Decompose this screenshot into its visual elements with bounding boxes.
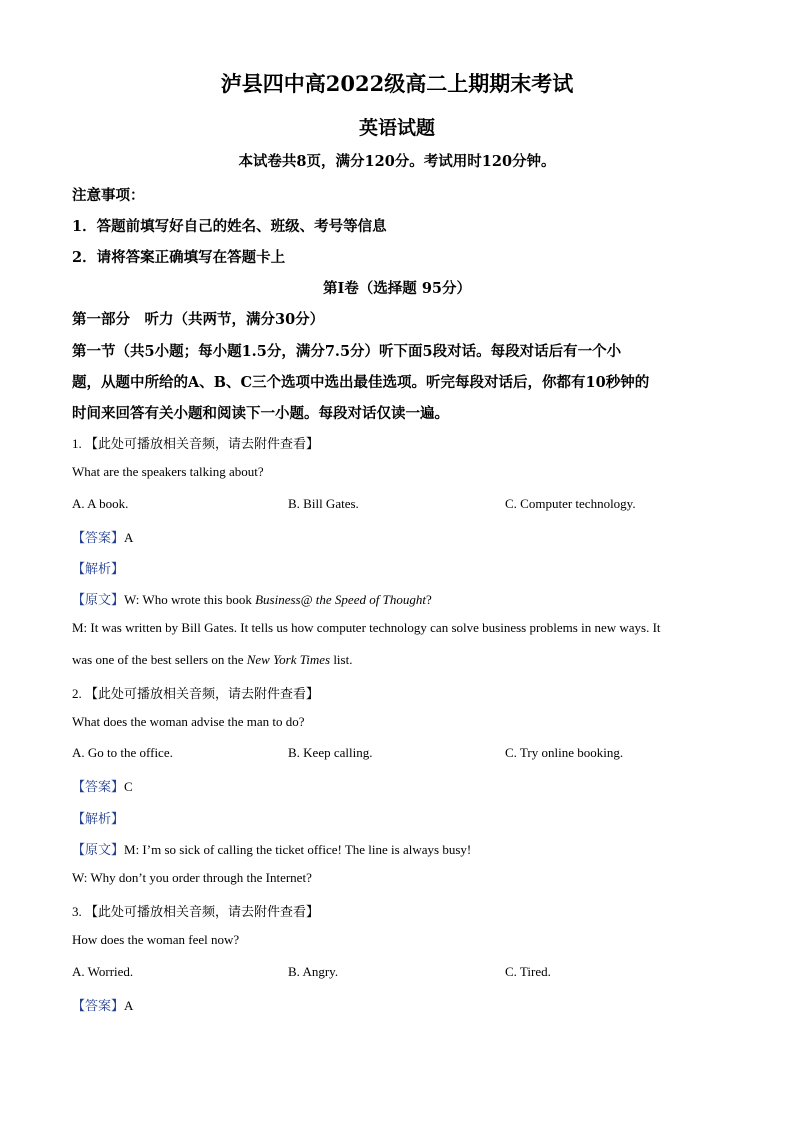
transcript-line: W: Why don’t you order through the Internet? (72, 870, 312, 885)
analysis-label: 【解析】 (72, 561, 125, 576)
answer-value: C (124, 779, 133, 794)
answer-row (72, 527, 133, 546)
audio-note[interactable]: 2. 【此处可播放相关音频，请去附件查看】 (72, 686, 320, 701)
option-a: A. A book. (72, 496, 129, 511)
audio-note[interactable]: 3. 【此处可播放相关音频，请去附件查看】 (72, 904, 320, 919)
question-prompt: How does the woman feel now? (72, 932, 240, 947)
instruction-line: 时间来回答有关小题和阅读下一小题。每段对话仅读一遍。 (72, 405, 449, 422)
audio-note[interactable]: 1. 【此处可播放相关音频，请去附件查看】 (72, 436, 320, 451)
option-c: C. Try online booking. (505, 745, 624, 760)
option-b: B. Angry. (288, 964, 339, 979)
page-title: 泸县四中高2022级高二上期期末考试 (220, 71, 574, 96)
option-b: B. Bill Gates. (288, 496, 359, 511)
question-prompt: What does the woman advise the man to do? (72, 714, 305, 729)
answer-label: 【答案】 (72, 779, 125, 794)
part-heading: 第一部分 听力（共两节，满分30分） (72, 311, 325, 328)
option-a: A. Worried. (72, 964, 134, 979)
analysis-label: 【解析】 (72, 811, 125, 826)
answer-label: 【答案】 (72, 998, 125, 1013)
option-c: C. Computer technology. (505, 496, 636, 511)
notes-heading: 注意事项： (72, 187, 145, 204)
option-a: A. Go to the office. (72, 745, 173, 760)
exam-info: 本试卷共8页，满分120分。考试用时120分钟。 (238, 153, 556, 170)
answer-row (72, 776, 133, 795)
answer-value: A (124, 998, 134, 1013)
book-title: Business@ the Speed of Thought (255, 592, 426, 607)
option-c: C. Tired. (505, 964, 551, 979)
original-label: 【原文】 (72, 842, 125, 857)
question-prompt: What are the speakers talking about? (72, 464, 264, 479)
transcript-line: M: It was written by Bill Gates. It tells us how computer technology can solve business problems in new ways. It (72, 620, 661, 635)
original-label: 【原文】 (72, 592, 125, 607)
transcript-line: was one of the best sellers on the New York Times list. (72, 652, 353, 667)
newspaper-title: New York Times (246, 652, 331, 667)
transcript-line: 【原文】W: Who wrote this book Business@ the Speed of Thought? (72, 592, 432, 607)
note-item: 1．答题前填写好自己的姓名、班级、考号等信息 (72, 218, 387, 235)
page-subtitle: 英语试题 (358, 117, 435, 139)
instruction-line: 第一节（共5小题；每小题1.5分，满分7.5分）听下面5段对话。每段对话后有一个小 (72, 343, 622, 360)
option-b: B. Keep calling. (288, 745, 373, 760)
instruction-line: 题，从题中所给的A、B、C三个选项中选出最佳选项。听完每段对话后，你都有10秒钟的 (72, 374, 650, 391)
transcript-line: 【原文】M: I’m so sick of calling the ticket office! The line is always busy! (72, 842, 472, 857)
answer-label: 【答案】 (72, 530, 125, 545)
note-item: 2．请将答案正确填写在答题卡上 (72, 249, 286, 266)
answer-value: A (124, 530, 134, 545)
volume-heading: 第I卷（选择题 95分） (322, 280, 471, 297)
answer-row (72, 995, 133, 1014)
